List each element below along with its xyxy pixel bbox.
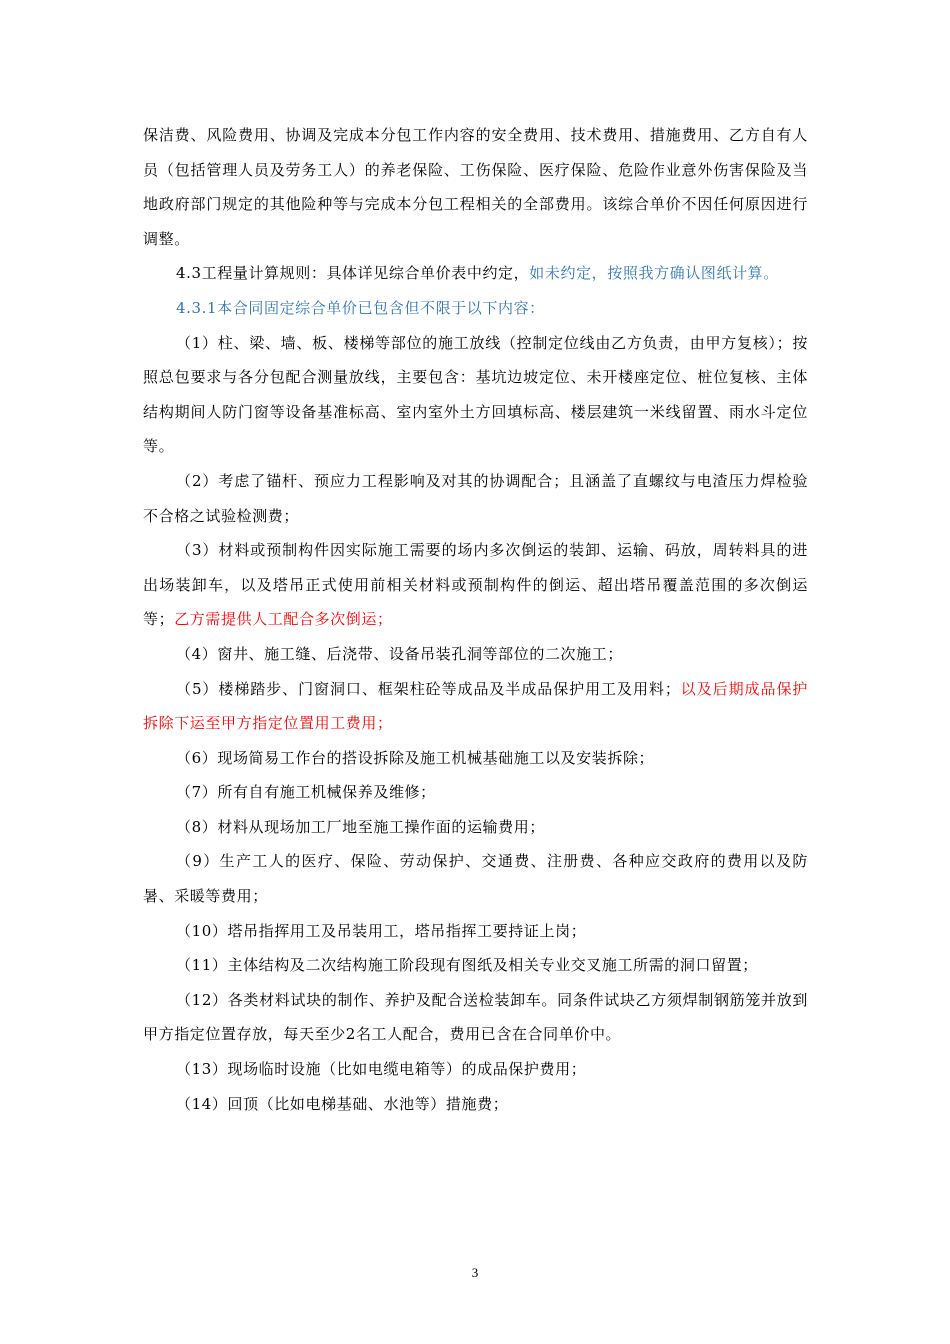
page-number: 3 (471, 1265, 479, 1280)
document-body (143, 118, 808, 1121)
text-normal: 4.3工程量计算规则：具体详见综合单价表中约定， (176, 264, 530, 283)
list-item-13: （13）现场临时设施（比如电缆电箱等）的成品保护费用； (176, 1060, 587, 1079)
list-item-6: （6）现场简易工作台的搭设拆除及施工机械基础施工以及安装拆除； (176, 748, 655, 767)
text-normal: （3）材料或预制构件因实际施工需要的场内多次倒运的装卸、运输、码放，周转料具的进出场装卸车，以及塔吊正式使用前相关材料或预制构件的倒运、超出塔吊覆盖范围的多次倒运等； (143, 541, 808, 629)
list-item-12: （12）各类材料试块的制作、养护及配合送检装卸车。同条件试块乙方须焊制钢筋笼并放到甲方指定位置存放，每天至少2名工人配合，费用已含在合同单价中。 (143, 990, 808, 1044)
list-item-8: （8）材料从现场加工厂地至施工操作面的运输费用； (176, 817, 545, 836)
paragraph-4-3-quantity-rules (143, 256, 808, 291)
list-item-2: （2）考虑了锚杆、预应力工程影响及对其的协调配合；且涵盖了直螺纹与电渣压力焊检验不合格之试验检测费； (143, 471, 808, 525)
list-item-10: （10）塔吊指挥用工及吊装用工，塔吊指挥工要持证上岗； (176, 921, 587, 940)
text-normal: （5）楼梯踏步、门窗洞口、框架柱砼等成品及半成品保护用工及用料； (176, 679, 681, 698)
paragraph-insurance-costs: 保洁费、风险费用、协调及完成本分包工作内容的安全费用、技术费用、措施费用、乙方自有人员（包括管理人员及劳务工人）的养老保险、工伤保险、医疗保险、危险作业意外伤害保险及当地政府部门规定的其他险种等与完成本分包工程相关的全部费用。该综合单价不因任何原因进行调整。 (143, 126, 808, 248)
list-item-7: （7）所有自有施工机械保养及维修； (176, 783, 436, 802)
list-item-4: （4）窗井、施工缝、后浇带、设备吊装孔洞等部位的二次施工； (176, 644, 623, 663)
text-highlight-red: 以及后期成品保护拆除下运至甲方指定位置用工费用； (143, 679, 808, 733)
paragraph-4-3-1-heading: 4.3.1本合同固定综合单价已包含但不限于以下内容： (176, 298, 545, 317)
list-item-14: （14）回顶（比如电梯基础、水池等）措施费； (176, 1094, 509, 1113)
list-item-3 (143, 533, 808, 637)
text-highlight-red: 乙方需提供人工配合多次倒运； (174, 610, 393, 629)
list-item-11: （11）主体结构及二次结构施工阶段现有图纸及相关专业交叉施工所需的洞口留置； (176, 956, 758, 975)
list-item-9: （9）生产工人的医疗、保险、劳动保护、交通费、注册费、各种应交政府的费用以及防暑、采暖等费用； (143, 852, 808, 906)
list-item-5 (143, 672, 808, 741)
list-item-1: （1）柱、梁、墙、板、楼梯等部位的施工放线（控制定位线由乙方负责，由甲方复核）；按照总包要求与各分包配合测量放线，主要包含：基坑边坡定位、未开楼座定位、桩位复核、主体结构期间人防门窗等设备基准标高、室内室外土方回填标高、楼层建筑一米线留置、雨水斗定位等。 (143, 333, 808, 456)
text-highlight-blue: 如未约定，按照我方确认图纸计算。 (529, 264, 779, 283)
